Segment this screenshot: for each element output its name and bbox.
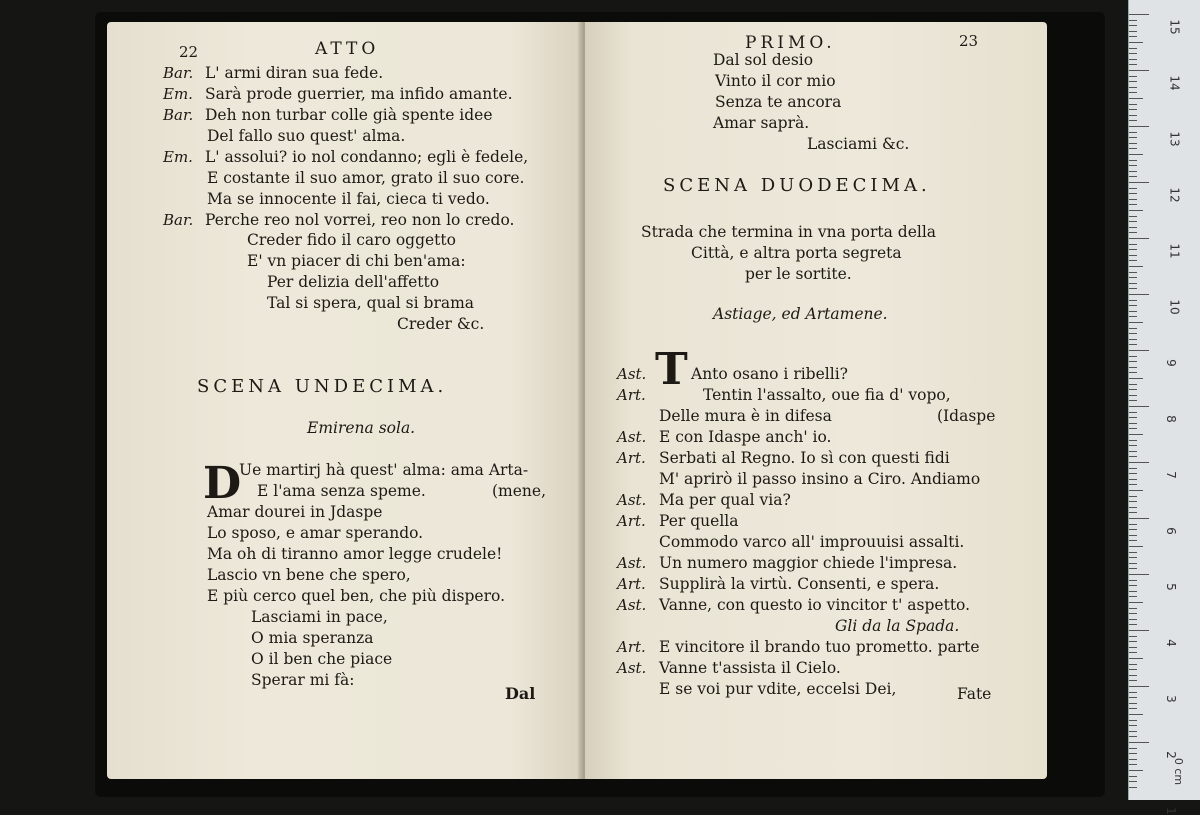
ruler-tick bbox=[1129, 647, 1137, 648]
ruler-tick bbox=[1129, 440, 1137, 441]
ruler-tick bbox=[1129, 182, 1149, 183]
aria-line: Vinto il cor mio bbox=[715, 72, 836, 90]
drop-cap-d: D bbox=[203, 458, 242, 509]
ruler-tick bbox=[1129, 669, 1137, 670]
ruler-tick bbox=[1129, 36, 1137, 37]
verse-line: Ma se innocente il fai, cieca ti vedo. bbox=[207, 190, 490, 208]
ruler-label: 1 bbox=[1163, 807, 1178, 815]
ruler-tick bbox=[1129, 137, 1137, 138]
monologue-line: E più cerco quel ben, che più dispero. bbox=[207, 587, 506, 605]
scene-persons-left: Emirena sola. bbox=[307, 419, 416, 437]
speaker-label: Em. bbox=[163, 148, 193, 166]
aria-line: O il ben che piace bbox=[251, 650, 393, 668]
verse-line: Del fallo suo quest' alma. bbox=[207, 127, 406, 145]
aria-line: Lasciami in pace, bbox=[251, 608, 388, 626]
ruler-label: 15 bbox=[1167, 19, 1182, 35]
ruler-tick bbox=[1129, 361, 1137, 362]
ruler-tick bbox=[1129, 104, 1137, 105]
ruler-tick bbox=[1129, 344, 1137, 345]
dialogue-line: E se voi pur vdite, eccelsi Dei, bbox=[659, 680, 897, 698]
ruler-tick bbox=[1129, 356, 1137, 357]
ruler-tick bbox=[1129, 636, 1137, 637]
speaker-label: Bar. bbox=[163, 211, 194, 229]
aria-line: O mia speranza bbox=[251, 629, 374, 647]
ruler-tick bbox=[1129, 216, 1137, 217]
ruler-label: 14 bbox=[1167, 75, 1182, 91]
left-page bbox=[107, 22, 583, 779]
aria-line: Amar saprà. bbox=[713, 114, 810, 132]
ruler-tick bbox=[1129, 484, 1137, 485]
scene-title-undecima: SCENA UNDECIMA. bbox=[197, 376, 448, 397]
dialogue-line: Ma per qual via? bbox=[659, 491, 791, 509]
ruler-label: 3 bbox=[1163, 695, 1178, 703]
monologue-line: Ma oh di tiranno amor legge crudele! bbox=[207, 545, 503, 563]
ruler-tick bbox=[1129, 535, 1137, 536]
speaker-label: Ast. bbox=[617, 596, 647, 614]
ruler-tick bbox=[1129, 406, 1149, 407]
ruler-tick bbox=[1129, 255, 1137, 256]
ruler-tick bbox=[1129, 652, 1137, 653]
ruler-tick bbox=[1129, 92, 1137, 93]
ruler-tick bbox=[1129, 574, 1149, 575]
ruler-label: 8 bbox=[1163, 415, 1178, 423]
ruler-tick bbox=[1129, 781, 1137, 782]
ruler-tick bbox=[1129, 25, 1137, 26]
dialogue-line: M' aprirò il passo insino a Ciro. Andiamo bbox=[659, 470, 981, 488]
ruler-tick bbox=[1129, 372, 1137, 373]
ruler-tick bbox=[1129, 563, 1137, 564]
ruler-tick bbox=[1129, 115, 1137, 116]
verse-line: Sarà prode guerrier, ma infido amante. bbox=[205, 85, 513, 103]
ruler-label: 4 bbox=[1163, 639, 1178, 647]
ruler-tick bbox=[1129, 759, 1137, 760]
ruler-tick bbox=[1129, 339, 1137, 340]
ruler-tick bbox=[1129, 389, 1137, 390]
aria-end-right: Lasciami &c. bbox=[807, 135, 910, 153]
ruler-tick bbox=[1129, 64, 1137, 65]
ruler-tick bbox=[1129, 70, 1149, 71]
ruler-tick bbox=[1129, 249, 1137, 250]
ruler-tick bbox=[1129, 120, 1137, 121]
ruler-tick bbox=[1129, 529, 1137, 530]
ruler-tick bbox=[1129, 171, 1137, 172]
aria-line: Dal sol desio bbox=[713, 51, 814, 69]
ruler-tick bbox=[1129, 350, 1149, 351]
ruler-tick bbox=[1129, 210, 1143, 211]
speaker-label: Art. bbox=[617, 575, 646, 593]
ruler-tick bbox=[1129, 591, 1137, 592]
ruler-tick bbox=[1129, 680, 1137, 681]
verse-line: E costante il suo amor, grato il suo core. bbox=[207, 169, 525, 187]
ruler-tick bbox=[1129, 708, 1137, 709]
ruler-tick bbox=[1129, 277, 1137, 278]
ruler-tick bbox=[1129, 143, 1137, 144]
ruler-tick bbox=[1129, 199, 1137, 200]
ruler-tick bbox=[1129, 76, 1137, 77]
ruler-tick bbox=[1129, 227, 1137, 228]
dialogue-line: Un numero maggior chiede l'impresa. bbox=[659, 554, 958, 572]
ruler-tick bbox=[1129, 697, 1137, 698]
ruler-tick bbox=[1129, 154, 1143, 155]
ruler-tick bbox=[1129, 664, 1137, 665]
ruler-tick bbox=[1129, 14, 1149, 15]
ruler-tick bbox=[1129, 305, 1137, 306]
ruler-tick bbox=[1129, 188, 1137, 189]
ruler-tick bbox=[1129, 322, 1143, 323]
ruler-tick bbox=[1129, 294, 1149, 295]
monologue-line-second-cont: (mene, bbox=[492, 482, 547, 500]
aria-line: Sperar mi fà: bbox=[251, 671, 355, 689]
ruler-label: 12 bbox=[1167, 187, 1182, 203]
ruler-tick bbox=[1129, 20, 1137, 21]
ruler-tick bbox=[1129, 176, 1137, 177]
ruler-tick bbox=[1129, 316, 1137, 317]
dialogue-line: (Idaspe bbox=[937, 407, 996, 425]
page-number-right: 23 bbox=[959, 32, 979, 50]
ruler-tick bbox=[1129, 232, 1137, 233]
ruler-tick bbox=[1129, 283, 1137, 284]
ruler-tick bbox=[1129, 568, 1137, 569]
running-head-right: PRIMO. bbox=[745, 33, 836, 53]
speaker-label: Bar. bbox=[163, 106, 194, 124]
aria-line: Tal si spera, qual si brama bbox=[267, 294, 475, 312]
speaker-label: Art. bbox=[617, 638, 646, 656]
dialogue-line: Supplirà la virtù. Consenti, e spera. bbox=[659, 575, 940, 593]
ruler-tick bbox=[1129, 731, 1137, 732]
ruler-tick bbox=[1129, 624, 1137, 625]
ruler-tick bbox=[1129, 148, 1137, 149]
speaker-label: Ast. bbox=[617, 428, 647, 446]
dialogue-line: Gli da la Spada. bbox=[835, 617, 960, 635]
catchword-right: Fate bbox=[957, 685, 992, 703]
ruler-label: 5 bbox=[1163, 583, 1178, 591]
ruler-tick bbox=[1129, 59, 1137, 60]
ruler-tick bbox=[1129, 608, 1137, 609]
dialogue-line: Anto osano i ribelli? bbox=[691, 365, 848, 383]
drop-cap-t: T bbox=[655, 344, 688, 395]
ruler-tick bbox=[1129, 490, 1143, 491]
ruler-tick bbox=[1129, 748, 1137, 749]
dialogue-line: Per quella bbox=[659, 512, 739, 530]
ruler-tick bbox=[1129, 417, 1137, 418]
ruler-tick bbox=[1129, 367, 1137, 368]
ruler-tick bbox=[1129, 501, 1137, 502]
dialogue-line: Commodo varco all' improuuisi assalti. bbox=[659, 533, 965, 551]
dialogue-line: E con Idaspe anch' io. bbox=[659, 428, 832, 446]
ruler-tick bbox=[1129, 42, 1143, 43]
ruler-tick bbox=[1129, 333, 1137, 334]
ruler-tick bbox=[1129, 378, 1143, 379]
ruler-tick bbox=[1129, 518, 1149, 519]
ruler-tick bbox=[1129, 602, 1143, 603]
ruler-tick bbox=[1129, 300, 1137, 301]
ruler-tick bbox=[1129, 540, 1137, 541]
ruler-tick bbox=[1129, 160, 1137, 161]
ruler-tick bbox=[1129, 238, 1149, 239]
ruler-label: 6 bbox=[1163, 527, 1178, 535]
speaker-label: Em. bbox=[163, 85, 193, 103]
speaker-label: Bar. bbox=[163, 64, 194, 82]
scene-title-duodecima: SCENA DUODECIMA. bbox=[663, 175, 931, 196]
ruler-label: 9 bbox=[1163, 359, 1178, 367]
ruler-tick bbox=[1129, 423, 1137, 424]
ruler-tick bbox=[1129, 479, 1137, 480]
ruler-tick bbox=[1129, 736, 1137, 737]
scene-persons-right: Astiage, ed Artamene. bbox=[713, 305, 888, 323]
ruler-tick bbox=[1129, 753, 1137, 754]
ruler-label: 10 bbox=[1167, 299, 1182, 315]
speaker-label: Art. bbox=[617, 449, 646, 467]
speaker-label: Ast. bbox=[617, 491, 647, 509]
setting-line: per le sortite. bbox=[745, 265, 852, 283]
ruler-unit: 0 cm bbox=[1172, 757, 1186, 786]
aria-line: E' vn piacer di chi ben'ama: bbox=[247, 252, 466, 270]
aria-line: Creder fido il caro oggetto bbox=[247, 231, 456, 249]
ruler-tick bbox=[1129, 557, 1137, 558]
ruler-tick bbox=[1129, 126, 1149, 127]
dialogue-line: Serbati al Regno. Io sì con questi fidi bbox=[659, 449, 950, 467]
ruler-tick bbox=[1129, 445, 1137, 446]
ruler-tick bbox=[1129, 412, 1137, 413]
ruler-tick bbox=[1129, 468, 1137, 469]
ruler-label: 2 bbox=[1163, 751, 1178, 759]
ruler-tick bbox=[1129, 714, 1143, 715]
ruler-tick bbox=[1129, 87, 1137, 88]
setting-line: Strada che termina in vna porta della bbox=[641, 223, 937, 241]
catchword-left: Dal bbox=[505, 684, 536, 703]
ruler-tick bbox=[1129, 580, 1137, 581]
ruler-tick bbox=[1129, 395, 1137, 396]
ruler-label: 7 bbox=[1163, 471, 1178, 479]
verse-line: Deh non turbar colle già spente idee bbox=[205, 106, 493, 124]
ruler-tick bbox=[1129, 434, 1143, 435]
ruler-tick bbox=[1129, 725, 1137, 726]
monologue-line-second: E l'ama senza speme. bbox=[257, 482, 426, 500]
ruler-tick bbox=[1129, 630, 1149, 631]
ruler-tick bbox=[1129, 613, 1137, 614]
ruler-tick bbox=[1129, 132, 1137, 133]
ruler-tick bbox=[1129, 31, 1137, 32]
ruler-tick bbox=[1129, 81, 1137, 82]
ruler-tick bbox=[1129, 48, 1137, 49]
ruler-tick bbox=[1129, 507, 1137, 508]
ruler-tick bbox=[1129, 266, 1143, 267]
speaker-label: Ast. bbox=[617, 659, 647, 677]
ruler-tick bbox=[1129, 165, 1137, 166]
ruler-tick bbox=[1129, 53, 1137, 54]
ruler-tick bbox=[1129, 288, 1137, 289]
ruler-tick bbox=[1129, 244, 1137, 245]
aria-line: Per delizia dell'affetto bbox=[267, 273, 440, 291]
ruler-tick bbox=[1129, 400, 1137, 401]
ruler-tick bbox=[1129, 496, 1137, 497]
ruler-tick bbox=[1129, 552, 1137, 553]
ruler-tick bbox=[1129, 272, 1137, 273]
speaker-label: Art. bbox=[617, 512, 646, 530]
speaker-label: Ast. bbox=[617, 554, 647, 572]
speaker-label: Ast. bbox=[617, 365, 647, 383]
aria-1-end: Creder &c. bbox=[397, 315, 485, 333]
dialogue-line: E vincitore il brando tuo prometto. parte bbox=[659, 638, 980, 656]
ruler-tick bbox=[1129, 720, 1137, 721]
ruler-tick bbox=[1129, 451, 1137, 452]
ruler-tick bbox=[1129, 428, 1137, 429]
setting-line: Città, e altra porta segreta bbox=[691, 244, 902, 262]
ruler-tick bbox=[1129, 546, 1143, 547]
monologue-line: Amar dourei in Jdaspe bbox=[207, 503, 383, 521]
ruler-tick bbox=[1129, 686, 1149, 687]
running-head-left: ATTO bbox=[315, 39, 380, 59]
ruler-label: 11 bbox=[1167, 243, 1182, 259]
ruler-tick bbox=[1129, 787, 1137, 788]
monologue-line: Lascio vn bene che spero, bbox=[207, 566, 411, 584]
ruler-tick bbox=[1129, 742, 1149, 743]
ruler-tick bbox=[1129, 703, 1137, 704]
ruler-tick bbox=[1129, 193, 1137, 194]
verse-line: L' assolui? io nol condanno; egli è fedele, bbox=[205, 148, 529, 166]
verse-line: L' armi diran sua fede. bbox=[205, 64, 384, 82]
ruler-tick bbox=[1129, 384, 1137, 385]
ruler-tick bbox=[1129, 585, 1137, 586]
ruler-tick bbox=[1129, 692, 1137, 693]
ruler-label: 13 bbox=[1167, 131, 1182, 147]
monologue-line-first: Ue martirj hà quest' alma: ama Arta- bbox=[239, 461, 529, 479]
verse-line: Perche reo nol vorrei, reo non lo credo. bbox=[205, 211, 515, 229]
ruler-tick bbox=[1129, 98, 1143, 99]
ruler-tick bbox=[1129, 221, 1137, 222]
page-number-left: 22 bbox=[179, 43, 199, 61]
speaker-label: Art. bbox=[617, 386, 646, 404]
dialogue-line: Vanne, con questo io vincitor t' aspetto. bbox=[659, 596, 971, 614]
ruler-tick bbox=[1129, 524, 1137, 525]
ruler-tick bbox=[1129, 462, 1149, 463]
ruler-tick bbox=[1129, 596, 1137, 597]
ruler-tick bbox=[1129, 311, 1137, 312]
aria-line: Senza te ancora bbox=[715, 93, 842, 111]
ruler-tick bbox=[1129, 512, 1137, 513]
measuring-ruler bbox=[1128, 0, 1200, 815]
ruler-tick bbox=[1129, 658, 1143, 659]
ruler-tick bbox=[1129, 473, 1137, 474]
right-page bbox=[585, 22, 1047, 779]
ruler-tick bbox=[1129, 109, 1137, 110]
ruler-tick bbox=[1129, 776, 1137, 777]
dialogue-line: Vanne t'assista il Cielo. bbox=[659, 659, 841, 677]
ruler-tick bbox=[1129, 770, 1143, 771]
ruler-tick bbox=[1129, 641, 1137, 642]
ruler-tick bbox=[1129, 328, 1137, 329]
ruler-tick bbox=[1129, 204, 1137, 205]
dialogue-line: Tentin l'assalto, oue fia d' vopo, bbox=[703, 386, 951, 404]
ruler-tick bbox=[1129, 456, 1137, 457]
ruler-tick bbox=[1129, 260, 1137, 261]
ruler-tick bbox=[1129, 619, 1137, 620]
dialogue-line: Delle mura è in difesa bbox=[659, 407, 832, 425]
monologue-line: Lo sposo, e amar sperando. bbox=[207, 524, 424, 542]
ruler-tick bbox=[1129, 764, 1137, 765]
ruler-tick bbox=[1129, 675, 1137, 676]
